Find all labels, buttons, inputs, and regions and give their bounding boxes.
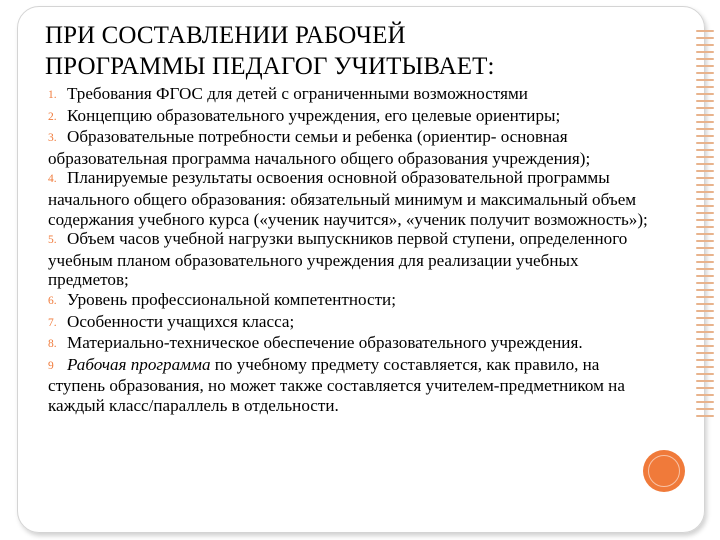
list-item-text: по учебному предмету составляется, как правило, на ступень образования, но может также составляется учителем-предметником на каждый класс/параллель в отдельности. [48,354,625,415]
list-item-number: 7. [48,316,57,329]
list-item-number: 6. [48,294,57,307]
list-item [48,355,648,416]
list-item [48,312,648,334]
slide-title [45,20,685,82]
title-line-2: ПРОГРАММЫ ПЕДАГОГ УЧИТЫВАЕТ: [45,53,495,80]
list-item-text: Концепцию образовательного учреждения, его целевые ориентиры; [67,105,561,125]
list-item-italic-text: Рабочая программа [67,354,211,374]
list-item-number: 8. [48,338,57,351]
list-item-text: Планируемые результаты освоения основной образовательной программы начального общего образования: обязательный минимум и максимальный объем содержания учебного курса («ученик научится», «ученик получит возможность»); [48,168,648,229]
list-item-text: Объем часов учебной нагрузки выпускников первой ступени, определенного учебным планом образовательного учреждения для реализации учебных предметов; [48,229,628,290]
list-item [48,229,648,290]
list-item-number: 1. [48,89,57,101]
list-item [48,84,648,106]
list-item-text: Образовательные потребности семьи и ребенка (ориентир- основная образовательная программа начального общего образования учреждения); [48,127,591,168]
list-item-number: 4. [48,173,57,186]
list-item-text: Особенности учащихся класса; [67,311,295,331]
list-item [48,106,648,128]
list-item [48,333,648,355]
requirements-list [48,84,648,416]
list-item-text: Материально-техническое обеспечение образовательного учреждения. [67,333,583,353]
list-item-number: 5. [48,234,57,247]
title-line-1: ПРИ СОСТАВЛЕНИИ РАБОЧЕЙ [45,22,406,49]
list-item-number: 9 [48,359,54,372]
list-item-number: 3. [48,132,57,145]
decorative-circle [643,450,685,492]
list-item [48,290,648,312]
list-item-text: Уровень профессиональной компетентности; [67,289,396,309]
binding-decoration [696,30,714,430]
list-item [48,168,648,229]
list-item-text: Требования ФГОС для детей с ограниченными возможностями [67,84,528,103]
list-item [48,127,648,168]
list-item-number: 2. [48,110,57,123]
